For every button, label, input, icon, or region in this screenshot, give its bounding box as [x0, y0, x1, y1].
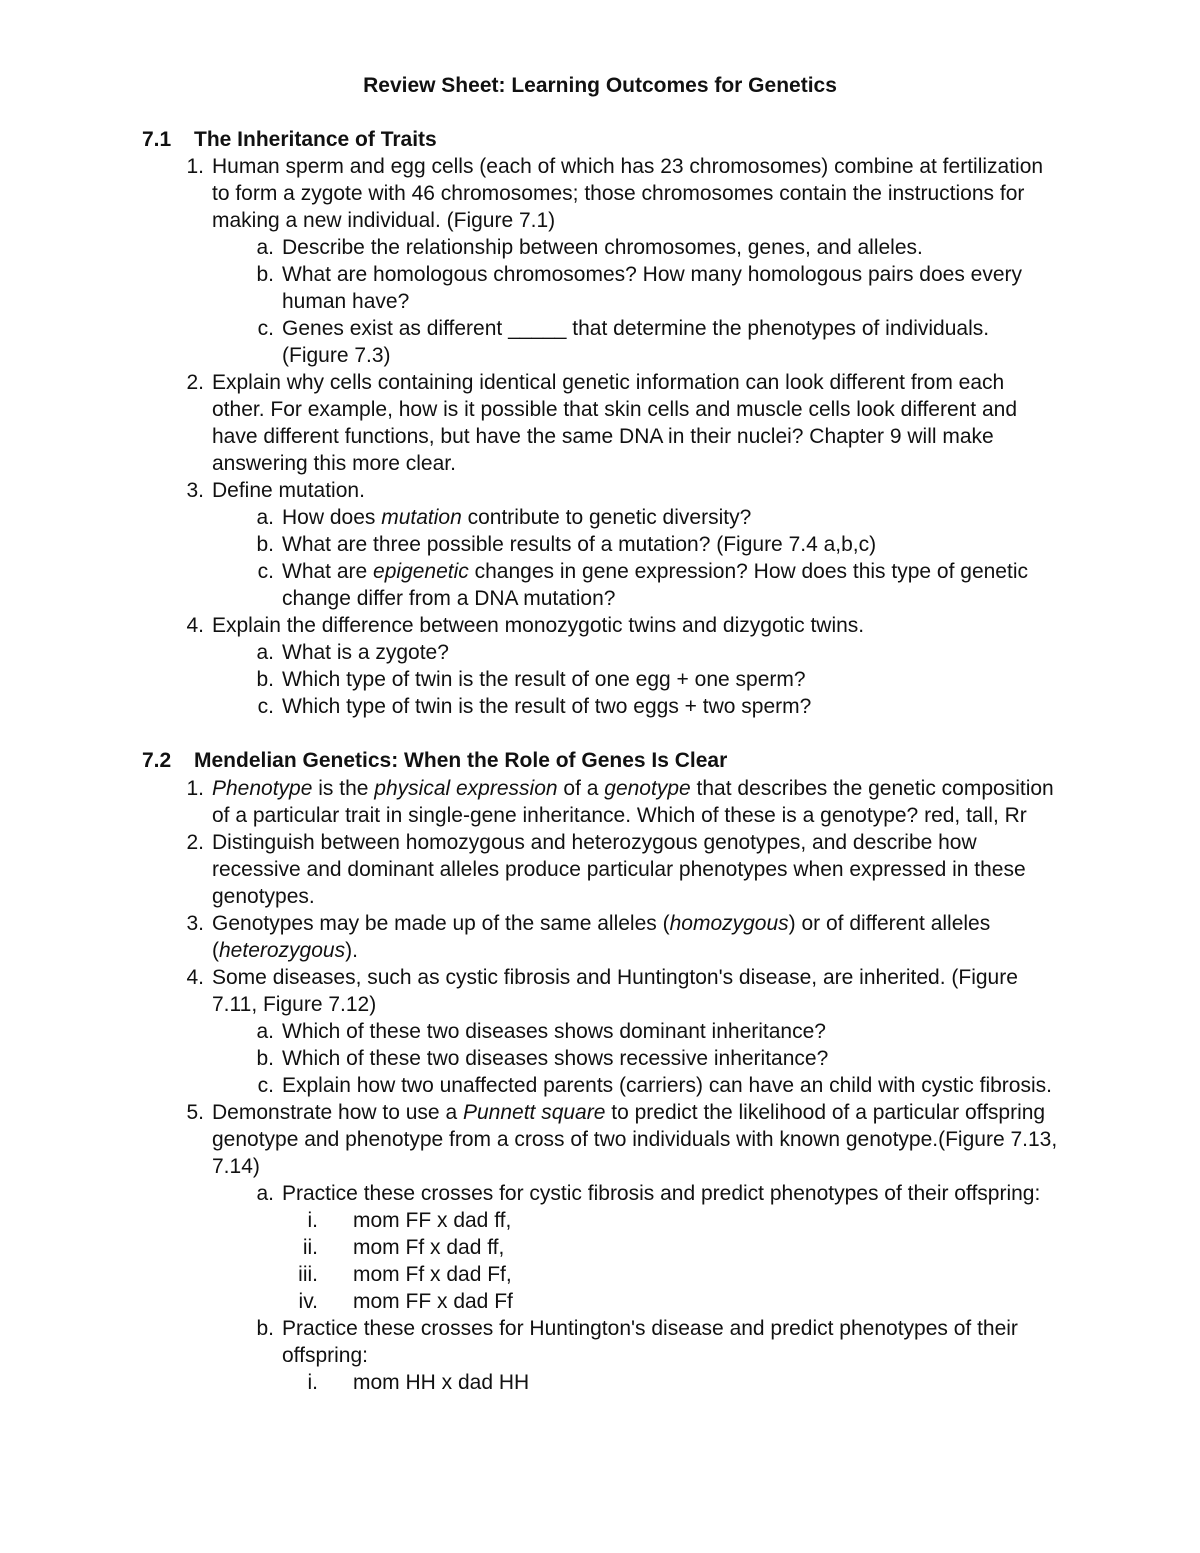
list-item-text: Define mutation. — [212, 479, 365, 502]
list-item-text: mom HH x dad HH — [353, 1371, 530, 1394]
list-marker: a. — [256, 1020, 274, 1043]
sub-list-item — [0, 693, 1200, 720]
list-marker: iv. — [298, 1290, 318, 1313]
text-run: of a — [557, 777, 605, 800]
text-run: to predict the likelihood of a particular offspring genotype and phenotype from a cross of two individuals with known genotype.(Figure 7.13, 7.14) — [212, 1101, 1058, 1178]
sub-list-item — [0, 1045, 1200, 1072]
list-item-text: Which of these two diseases shows recessive inheritance? — [282, 1047, 829, 1070]
list-marker: iii. — [298, 1263, 318, 1286]
list-item-text: mom Ff x dad Ff, — [353, 1263, 512, 1286]
list-item-text — [282, 560, 1028, 610]
list-marker: i. — [307, 1371, 318, 1394]
list-item — [0, 910, 1200, 964]
list-item — [0, 1099, 1200, 1180]
list-marker: 3. — [186, 912, 204, 935]
section-list — [0, 775, 1200, 1396]
sub-list-item — [0, 504, 1200, 531]
text-run: Genotypes may be made up of the same alleles ( — [212, 912, 670, 935]
italic-term: Phenotype — [212, 777, 313, 800]
list-item — [0, 775, 1200, 829]
section-heading — [142, 126, 437, 153]
italic-term: epigenetic — [373, 560, 469, 583]
text-run: ). — [345, 939, 358, 962]
list-item — [0, 612, 1200, 639]
text-run: How does — [282, 506, 382, 529]
list-marker: 2. — [186, 371, 204, 394]
list-item-text — [212, 1101, 1057, 1178]
sub-list-item — [0, 261, 1200, 315]
section-number: 7.2 — [142, 749, 172, 772]
list-marker: i. — [307, 1209, 318, 1232]
list-item-text: Which type of twin is the result of one egg + one sperm? — [282, 668, 806, 691]
list-item-text: What are homologous chromosomes? How many homologous pairs does every human have? — [282, 263, 1023, 313]
sub-list-item — [0, 1180, 1200, 1207]
sub-list-item — [0, 315, 1200, 369]
list-marker: 1. — [186, 155, 204, 178]
section-title: The Inheritance of Traits — [194, 128, 437, 151]
text-run: changes in gene expression? How does this type of genetic change differ from a DNA mutation? — [282, 560, 1028, 610]
list-item-text: mom FF x dad Ff — [353, 1290, 513, 1313]
list-item-text: mom Ff x dad ff, — [353, 1236, 505, 1259]
section-title: Mendelian Genetics: When the Role of Genes Is Clear — [194, 749, 728, 772]
sub-list-item — [0, 234, 1200, 261]
list-marker: b. — [256, 533, 274, 556]
list-item-text: Genes exist as different _____ that determine the phenotypes of individuals. (Figure 7.3) — [282, 317, 990, 367]
list-item-text — [282, 506, 751, 529]
list-marker: ii. — [302, 1236, 318, 1259]
roman-list-item — [0, 1261, 1200, 1288]
roman-list-item — [0, 1234, 1200, 1261]
list-marker: a. — [256, 1182, 274, 1205]
list-item — [0, 153, 1200, 234]
italic-term: heterozygous — [219, 939, 346, 962]
list-item — [0, 964, 1200, 1018]
page-title: Review Sheet: Learning Outcomes for Genetics — [363, 74, 837, 97]
text-run: is the — [312, 777, 375, 800]
list-item — [0, 829, 1200, 910]
italic-term: Punnett square — [462, 1101, 606, 1124]
list-item-text: Human sperm and egg cells (each of which has 23 chromosomes) combine at fertilization to form a zygote with 46 chromosomes; those chromosomes contain the instructions for making a new individual. (Figure 7.1) — [212, 155, 1044, 232]
list-item-text: Distinguish between homozygous and heterozygous genotypes, and describe how recessive and dominant alleles produce particular phenotypes when expressed in these genotypes. — [212, 831, 1026, 908]
roman-list-item — [0, 1369, 1200, 1396]
roman-list-item — [0, 1288, 1200, 1315]
italic-term: homozygous — [669, 912, 789, 935]
list-item-text: mom FF x dad ff, — [353, 1209, 512, 1232]
sub-list-item — [0, 1315, 1200, 1369]
list-item-text: Which type of twin is the result of two eggs + two sperm? — [282, 695, 812, 718]
list-marker: b. — [256, 1317, 274, 1340]
list-marker: b. — [256, 263, 274, 286]
list-marker: 4. — [186, 966, 204, 989]
italic-term: physical expression — [374, 777, 558, 800]
list-item-text: Explain why cells containing identical genetic information can look different from each other. For example, how is it possible that skin cells and muscle cells look different and have different functions, but have the same DNA in their nuclei? Chapter 9 will make answering this more clear. — [212, 371, 1018, 475]
list-marker: 5. — [186, 1101, 204, 1124]
list-marker: 4. — [186, 614, 204, 637]
section-number: 7.1 — [142, 128, 172, 151]
list-marker: a. — [256, 641, 274, 664]
list-marker: c. — [257, 317, 274, 340]
list-marker: b. — [256, 668, 274, 691]
list-item-text — [212, 777, 1054, 827]
list-marker: 1. — [186, 777, 204, 800]
list-item-text: Describe the relationship between chromosomes, genes, and alleles. — [282, 236, 923, 259]
roman-list-item — [0, 1207, 1200, 1234]
text-run: What are — [282, 560, 374, 583]
list-item-text: What is a zygote? — [282, 641, 449, 664]
sub-list-item — [0, 1072, 1200, 1099]
list-marker: c. — [257, 695, 274, 718]
list-marker: c. — [257, 1074, 274, 1097]
section-heading — [142, 747, 727, 774]
section-list — [0, 153, 1200, 720]
list-item-text: Explain how two unaffected parents (carriers) can have an child with cystic fibrosis. — [282, 1074, 1052, 1097]
list-marker: 2. — [186, 831, 204, 854]
list-item-text: What are three possible results of a mutation? (Figure 7.4 a,b,c) — [282, 533, 877, 556]
list-marker: a. — [256, 506, 274, 529]
sub-list-item — [0, 1018, 1200, 1045]
list-item — [0, 477, 1200, 504]
list-item-text: Which of these two diseases shows dominant inheritance? — [282, 1020, 826, 1043]
sub-list-item — [0, 666, 1200, 693]
italic-term: genotype — [604, 777, 691, 800]
list-item-text: Practice these crosses for Huntington's disease and predict phenotypes of their offspring: — [282, 1317, 1018, 1367]
text-run: ) or of different alleles ( — [212, 912, 991, 962]
text-run: that describes the genetic composition of a particular trait in single-gene inheritance. Which of these is a genotype? red, tall, Rr — [212, 777, 1054, 827]
list-item-text — [212, 912, 990, 962]
italic-term: mutation — [381, 506, 462, 529]
list-item-text: Practice these crosses for cystic fibrosis and predict phenotypes of their offspring: — [282, 1182, 1041, 1205]
list-marker: a. — [256, 236, 274, 259]
text-run: Demonstrate how to use a — [212, 1101, 463, 1124]
list-marker: c. — [257, 560, 274, 583]
list-marker: b. — [256, 1047, 274, 1070]
list-item-text: Explain the difference between monozygotic twins and dizygotic twins. — [212, 614, 865, 637]
list-item-text: Some diseases, such as cystic fibrosis and Huntington's disease, are inherited. (Figure 7.11, Figure 7.12) — [212, 966, 1018, 1016]
sub-list-item — [0, 639, 1200, 666]
sub-list-item — [0, 531, 1200, 558]
list-item — [0, 369, 1200, 477]
sub-list-item — [0, 558, 1200, 612]
list-marker: 3. — [186, 479, 204, 502]
text-run: contribute to genetic diversity? — [461, 506, 752, 529]
